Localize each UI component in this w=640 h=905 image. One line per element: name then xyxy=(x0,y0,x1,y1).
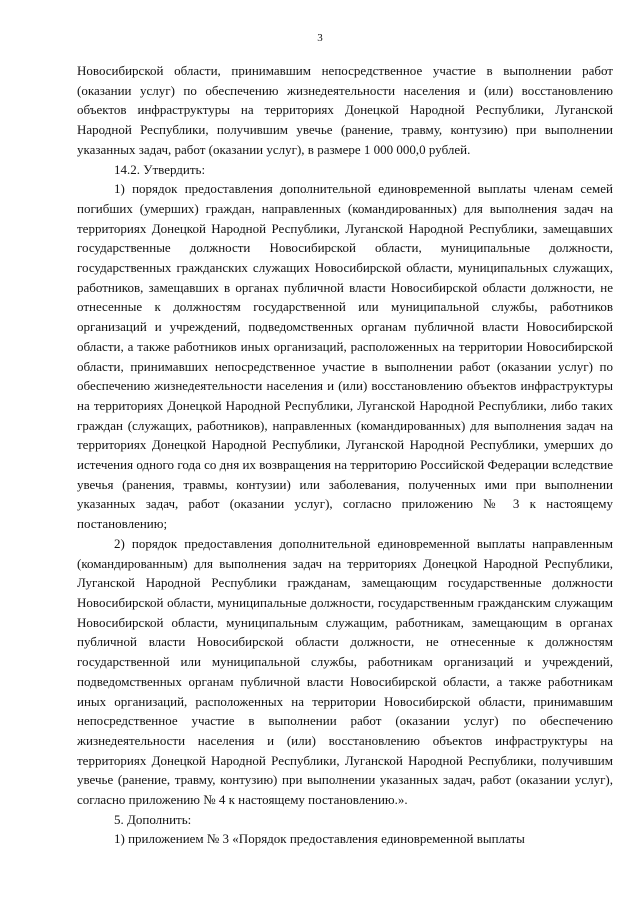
paragraph-item-2: 2) порядок предоставления дополнительной единовременной выплаты направленным (командированным) для выполнения задач на территориях Донецкой Народной Республики, Луганской Народной Республики гражданам, замещающим государственные должности Новосибирской области, муниципальные должности, государственным гражданским служащим Новосибирской области, муниципальным служащим, работникам, замещающим в органах публичной власти Новосибирской области должности, не отнесенные к должностям государственной или муниципальной службы, работникам организаций и учреждений, подведомственных органам публичной власти Новосибирской области, а также работникам иных организаций, расположенных на территории Новосибирской области, принимавшим непосредственное участие в выполнении работ (оказании услуг) по обеспечению жизнедеятельности населения и (или) восстановлению объектов инфраструктуры на территориях Донецкой Народной Республики, Луганской Народной Республики, получившим увечье (ранение, травму, контузию) при выполнении указанных задач, работ (оказании услуг), согласно приложению № 4 к настоящему постановлению.». xyxy=(77,535,613,808)
paragraph-item-1: 1) порядок предоставления дополнительной единовременной выплаты членам семей погибших (умерших) граждан, направленных (командированных) для выполнения задач на территориях Донецкой Народной Республики, Луганской Народной Республики, замещавших государственные должности Новосибирской области, муниципальные должности, государственных гражданских служащих Новосибирской области, муниципальных служащих, работников, замещавших в органах публичной власти Новосибирской области должности, не отнесенные к должностям государственной или муниципальной службы, работников организаций и учреждений, подведомственных органам публичной власти Новосибирской области, а также работников иных организаций, расположенных на территории Новосибирской области, принимавших непосредственное участие в выполнении работ (оказании услуг) по обеспечению жизнедеятельности населения и (или) восстановлению объектов инфраструктуры на территориях Донецкой Народной Республики, Луганской Народной Республики, либо таких граждан (служащих, работников), направленных (командированных) для выполнения задач на территориях Донецкой Народной Республики, Луганской Народной Республики, умерших до истечения одного года со дня их возвращения на территорию Российской Федерации вследствие увечья (ранения, травмы, контузии) или заболевания, полученных ими при выполнении указанных задач, работ (оказании услуг), согласно приложению № 3 к настоящему постановлению; xyxy=(77,181,613,532)
paragraph-continuation: Новосибирской области, принимавшим непосредственное участие в выполнении работ (оказании услуг) по обеспечению жизнедеятельности населения и (или) восстановлению объектов инфраструктуры на территориях Донецкой Народной Республики, Луганской Народной Республики, получившим увечье (ранение, травму, контузию) при выполнении указанных задач, работ (оказании услуг), в размере 1 000 000,0 рублей. xyxy=(77,63,613,157)
paragraph-5-item-1: 1) приложением № 3 «Порядок предоставления единовременной выплаты xyxy=(114,831,525,847)
paragraph-5-heading: 5. Дополнить: xyxy=(114,811,192,827)
page-number: 3 xyxy=(317,32,323,44)
document-body xyxy=(77,61,613,849)
paragraph-14-2-heading: 14.2. Утвердить: xyxy=(114,161,206,177)
